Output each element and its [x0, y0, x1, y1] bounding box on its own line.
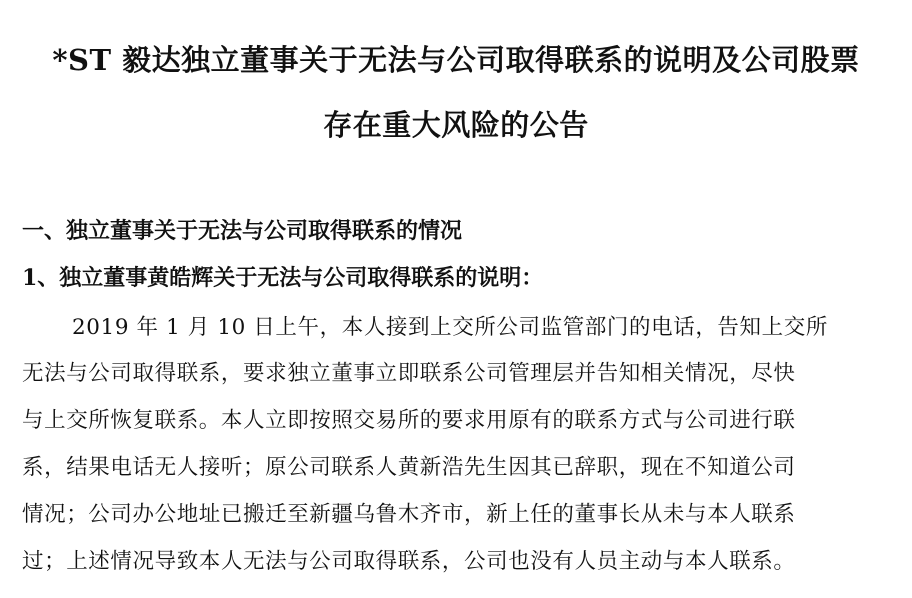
paragraph-line: 2019 年 1 月 10 日上午，本人接到上交所公司监管部门的电话，告知上交所: [72, 315, 828, 340]
paragraph-line: 与上交所恢复联系。本人立即按照交易所的要求用原有的联系方式与公司进行联: [22, 408, 796, 433]
document-title-line-2: 存在重大风险的公告: [323, 108, 589, 142]
document-title-line-1: *ST 毅达独立董事关于无法与公司取得联系的说明及公司股票: [52, 43, 860, 77]
paragraph-line: 无法与公司取得联系，要求独立董事立即联系公司管理层并告知相关情况，尽快: [22, 361, 796, 386]
paragraph-line: 情况；公司办公地址已搬迁至新疆乌鲁木齐市，新上任的董事长从未与本人联系: [22, 502, 796, 527]
section-heading: 一、独立董事关于无法与公司取得联系的情况: [22, 218, 463, 244]
paragraph-line: 过；上述情况导致本人无法与公司取得联系，公司也没有人员主动与本人联系。: [22, 549, 796, 574]
paragraph-line: 系，结果电话无人接听；原公司联系人黄新浩先生因其已辞职，现在不知道公司: [22, 455, 796, 480]
subsection-heading: 1、独立董事黄皓辉关于无法与公司取得联系的说明：: [22, 265, 544, 291]
